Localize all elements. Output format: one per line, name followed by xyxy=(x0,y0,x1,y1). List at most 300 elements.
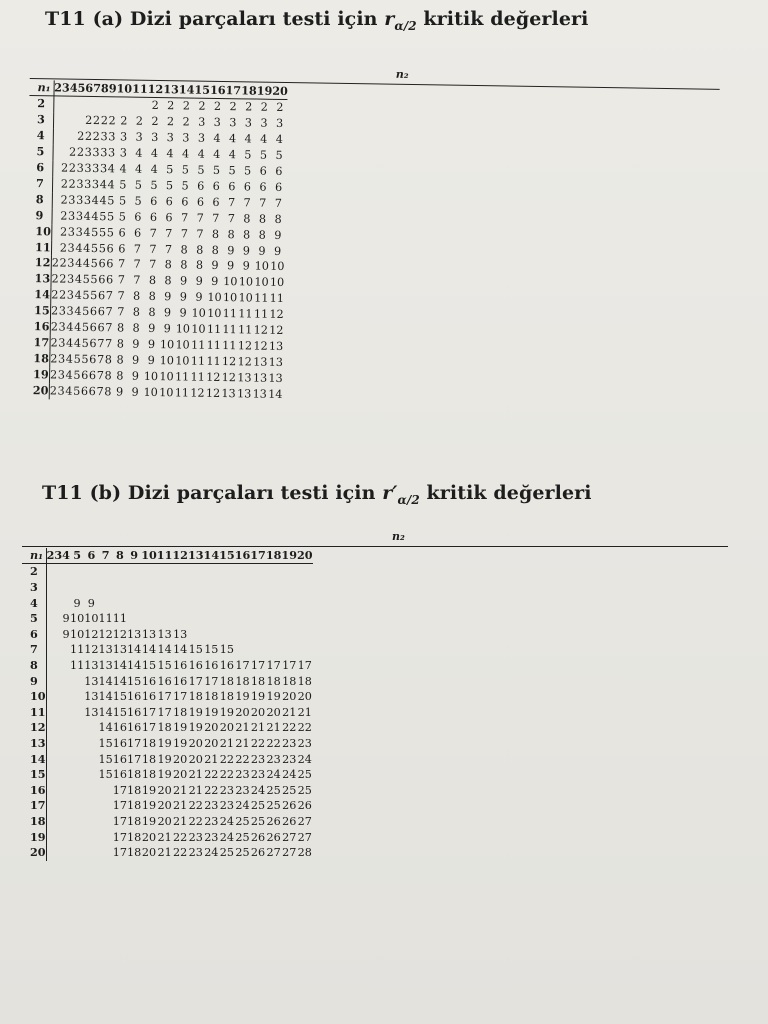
table_b-row-label: 14 xyxy=(22,752,46,768)
table_b-cell xyxy=(54,564,62,580)
table_b-cell: 21 xyxy=(157,846,172,860)
table_a-cell: 6 xyxy=(165,194,173,209)
table_a-cell: 6 xyxy=(98,257,106,271)
table_b-cell xyxy=(46,720,54,736)
table_a-cell: 3 xyxy=(57,384,65,398)
table_b-cell xyxy=(54,689,62,705)
table_b-column-header: 19 xyxy=(281,548,297,562)
table_a-row-label: 13 xyxy=(26,271,50,287)
table_b-cell: 17 xyxy=(282,658,297,672)
table_a-row-label: 4 xyxy=(29,128,53,144)
table_a-cell: 2 xyxy=(276,101,284,115)
table_a-row-label: 19 xyxy=(25,367,49,383)
table_a-cell: 4 xyxy=(197,147,205,161)
table_b-cell xyxy=(62,814,70,830)
table_b-cell xyxy=(250,596,266,612)
table_b-cell xyxy=(46,658,54,674)
table_a-cell: 7 xyxy=(96,352,105,367)
table_b-cell: 21 xyxy=(250,721,266,735)
table_b-cell xyxy=(235,642,251,658)
table_a-row-label: 7 xyxy=(28,176,52,192)
table_b-cell xyxy=(141,611,157,627)
table_a-cell: 10 xyxy=(191,306,206,320)
table_b-cell: 16 xyxy=(188,658,203,672)
table_b-cell xyxy=(188,564,204,580)
table_b-cell: 13 xyxy=(98,658,113,672)
table_b-cell: 15 xyxy=(219,643,235,657)
table_b-cell xyxy=(54,845,62,861)
table_a-column-header: 8 xyxy=(100,81,109,96)
table_a-cell: 2 xyxy=(76,145,85,159)
table_b-cell xyxy=(281,596,297,612)
table_b-cell: 18 xyxy=(157,721,172,735)
table_b-cell xyxy=(297,596,313,612)
table_b-cell: 25 xyxy=(219,846,235,860)
table_b-cell xyxy=(46,689,54,705)
table_b-cell xyxy=(62,767,70,783)
table_b-cell xyxy=(62,720,70,736)
table_a-cell: 9 xyxy=(164,290,172,304)
table_b-cell: 20 xyxy=(173,752,188,766)
table_b-cell: 17 xyxy=(188,674,203,688)
table_b-cell: 16 xyxy=(141,674,157,688)
table_b-cell: 20 xyxy=(204,721,219,735)
table_b-cell: 22 xyxy=(219,768,235,782)
table_b-cell: 26 xyxy=(266,814,281,828)
table_a-cell: 2 xyxy=(135,114,144,129)
table_b-cell: 14 xyxy=(98,674,113,688)
table_b-cell xyxy=(204,596,220,612)
table_b-cell: 20 xyxy=(297,690,312,704)
table_a-cell: 3 xyxy=(135,130,143,144)
table_b-cell: 20 xyxy=(173,768,188,782)
table_b-cell: 22 xyxy=(250,736,266,750)
table_a-cell: 4 xyxy=(213,132,221,146)
table_b-cell xyxy=(297,580,313,596)
table_a-cell: 10 xyxy=(159,353,175,368)
table_b-cell xyxy=(281,564,297,580)
table_a-column-header: 7 xyxy=(93,80,102,96)
table_b-cell: 19 xyxy=(141,799,157,813)
table_a-cell: 5 xyxy=(244,164,252,178)
table_b-row-label: 4 xyxy=(22,596,46,612)
table_a-cell: 3 xyxy=(75,209,84,223)
table_a-cell: 4 xyxy=(260,132,268,146)
table_a-cell: 9 xyxy=(211,259,219,273)
table_b-cell: 25 xyxy=(235,830,250,844)
table_b-column-header: 16 xyxy=(234,548,251,562)
table_a-cell: 3 xyxy=(119,130,128,144)
table_b-cell: 23 xyxy=(219,783,235,797)
table_a-cell: 6 xyxy=(149,210,158,224)
table_b-cell: 14 xyxy=(126,643,142,657)
table_a-cell: 4 xyxy=(135,146,143,160)
table_b-row-label: 11 xyxy=(22,705,46,721)
table_b-cell: 19 xyxy=(266,690,281,704)
table_a-cell: 7 xyxy=(164,242,173,256)
table_a-cell: 3 xyxy=(75,225,83,239)
table_b-cell: 19 xyxy=(157,768,172,782)
table_b-cell: 19 xyxy=(141,814,157,828)
table_a-row-label: 14 xyxy=(26,287,50,303)
table_a-cell: 13 xyxy=(237,371,252,385)
table_b-cell: 24 xyxy=(219,814,235,828)
table_b-column-header: 10 xyxy=(141,548,157,562)
table_b-cell xyxy=(172,564,188,580)
table_a-cell: 7 xyxy=(105,321,113,335)
table_b-row xyxy=(22,580,313,596)
table_a-cell: 2 xyxy=(182,99,191,113)
table_a-cell: 5 xyxy=(81,320,90,335)
table_b-cell: 18 xyxy=(126,768,142,782)
table_a-cell: 3 xyxy=(67,225,76,239)
table_a-cell: 9 xyxy=(115,385,124,399)
table_a-cell: 6 xyxy=(181,195,189,209)
table_b-cell: 13 xyxy=(84,690,99,704)
table_b-row-label: 20 xyxy=(22,845,46,861)
table_b-cell xyxy=(54,767,62,783)
table_a-cell: 6 xyxy=(150,194,158,208)
table_b-cell: 23 xyxy=(282,736,297,750)
table_b-cell: 26 xyxy=(297,799,312,813)
table_a-cell: 2 xyxy=(213,100,222,114)
table_a-cell: 11 xyxy=(190,370,205,384)
table_a-cell: 9 xyxy=(195,290,203,305)
table_a-cell: 5 xyxy=(181,163,190,177)
table_a-cell: 3 xyxy=(58,304,67,318)
table_b-cell: 18 xyxy=(188,690,203,704)
table_a-cell: 2 xyxy=(49,368,58,382)
table_a-cell: 7 xyxy=(274,196,282,210)
table_a-cell: 8 xyxy=(148,290,156,304)
table_a-column-header: 4 xyxy=(69,80,78,95)
table_a-cell: 3 xyxy=(76,177,84,191)
table_a-cell: 7 xyxy=(117,305,125,319)
table_b-cell xyxy=(219,627,235,643)
table_b-cell: 23 xyxy=(250,768,266,782)
table_a-cell: 6 xyxy=(80,384,89,398)
table_b-cell xyxy=(62,783,70,799)
table_a-cell: 2 xyxy=(260,101,268,115)
table_b-cell: 21 xyxy=(173,799,188,813)
table_b-row xyxy=(22,798,313,814)
table_a-cell: 2 xyxy=(51,256,59,270)
table_a-cell: 5 xyxy=(98,225,107,239)
table_a-cell: 5 xyxy=(107,194,115,208)
table_a-cell: 5 xyxy=(197,163,205,177)
table_b-cell: 17 xyxy=(112,830,127,844)
table_a-cell: 2 xyxy=(198,100,206,114)
table_a-cell: 6 xyxy=(197,179,205,193)
table_a-cell: 7 xyxy=(227,211,236,225)
table_a-cell: 7 xyxy=(105,289,114,303)
table_a-cell: 11 xyxy=(174,370,190,384)
table_b-cell: 23 xyxy=(250,752,266,766)
table_b-cell: 12 xyxy=(98,627,113,641)
table_b-cell: 17 xyxy=(112,846,127,860)
table_b-cell xyxy=(62,845,70,861)
table_b-cell: 27 xyxy=(297,814,312,828)
table_a-cell: 11 xyxy=(206,354,221,368)
table_a-cell: 5 xyxy=(134,178,143,192)
table_a-cell: 6 xyxy=(118,226,126,240)
table_a-cell: 8 xyxy=(243,228,251,242)
table_b-cell: 18 xyxy=(126,814,142,828)
table_b-cell xyxy=(157,564,173,580)
table_b-cell: 14 xyxy=(98,705,113,719)
table_a-cell xyxy=(53,96,62,113)
table_a-cell: 2 xyxy=(68,177,76,191)
table_b-cell: 11 xyxy=(69,658,85,672)
table_a-cell: 8 xyxy=(164,274,172,288)
table_b-column-header: 12 xyxy=(172,548,188,562)
table_a-cell: 3 xyxy=(66,304,74,318)
table_b-cell xyxy=(113,580,127,596)
table_a-cell: 3 xyxy=(260,116,268,131)
table_b-cell xyxy=(98,845,112,861)
table_a-cell: 3 xyxy=(58,336,66,350)
table_b-row-label: 10 xyxy=(22,689,46,705)
table_a-cell: 2 xyxy=(92,130,100,144)
table_a-cell: 3 xyxy=(92,146,100,160)
table_b-cell: 25 xyxy=(282,783,297,797)
table_a-cell: 7 xyxy=(105,305,113,319)
table_b-column-header: 3 xyxy=(54,548,63,562)
table_a-cell: 5 xyxy=(212,163,221,178)
table_b-cell xyxy=(70,830,84,846)
table_b-cell xyxy=(62,705,70,721)
table_a-column-header: 19 xyxy=(256,83,273,98)
table_a-cell: 6 xyxy=(89,321,97,335)
table_b-cell: 20 xyxy=(157,814,172,828)
table_b-cell: 23 xyxy=(266,752,281,766)
table_b-row xyxy=(22,642,313,658)
table_a-cell: 4 xyxy=(228,148,237,162)
table_b-cell: 18 xyxy=(219,674,235,688)
table_b-row-label: 18 xyxy=(22,814,46,830)
table_a-cell: 5 xyxy=(165,179,174,193)
table_a-cell: 7 xyxy=(117,273,125,287)
table_a-cell: 3 xyxy=(68,193,76,207)
table_a-cell: 8 xyxy=(104,369,112,383)
table_b-cell: 12 xyxy=(84,643,99,657)
table_a-cell: 8 xyxy=(211,227,220,241)
table_a-cell: 12 xyxy=(253,323,268,337)
table_b-cell: 20 xyxy=(250,705,266,719)
table_b-cell: 18 xyxy=(126,799,142,813)
table_a-cell: 3 xyxy=(91,177,100,192)
table_b-cell xyxy=(188,580,204,596)
table_b-cell xyxy=(297,627,313,643)
table_a-cell: 6 xyxy=(165,210,173,225)
table_a-cell: 6 xyxy=(196,195,205,209)
table_b-cell xyxy=(204,564,220,580)
table_a-cell: 10 xyxy=(143,369,159,383)
table_a-cell: 8 xyxy=(180,242,188,257)
table_b-cell: 20 xyxy=(157,799,172,813)
table_b-cell: 17 xyxy=(112,799,127,813)
table_b-cell: 23 xyxy=(235,783,250,797)
table_a-cell: 10 xyxy=(159,338,175,352)
table_a-cell: 7 xyxy=(133,242,142,256)
table_a-cell: 7 xyxy=(117,257,126,271)
table_b-cell xyxy=(188,627,204,643)
table_b-cell: 18 xyxy=(141,736,157,750)
table_a-cell: 4 xyxy=(74,320,82,334)
table_a-cell: 4 xyxy=(275,133,283,147)
table_a-cell: 7 xyxy=(196,211,204,225)
table_a-cell: 6 xyxy=(97,321,105,335)
table_b-cell: 19 xyxy=(157,752,172,766)
table_a-cell: 2 xyxy=(59,225,68,239)
table_a-cell: 9 xyxy=(211,275,219,289)
table_b-cell: 11 xyxy=(69,643,85,657)
table_b-cell: 25 xyxy=(266,799,281,813)
table_a-cell: 6 xyxy=(88,368,97,382)
table_a-cell xyxy=(53,144,62,160)
table_b-cell: 21 xyxy=(282,705,297,719)
table_b-cell: 13 xyxy=(98,643,113,657)
table_b-cell: 17 xyxy=(141,705,157,719)
table_a-cell: 2 xyxy=(151,115,159,129)
table_b-row-label: 17 xyxy=(22,798,46,814)
table_a-cell: 7 xyxy=(117,289,125,303)
table_a-cell: 13 xyxy=(252,371,268,385)
table_b-cell xyxy=(127,564,141,580)
table_b-cell: 17 xyxy=(157,690,172,704)
table_b-cell: 15 xyxy=(98,736,113,750)
table_b-column-header: 15 xyxy=(219,548,235,562)
table_a-cell: 3 xyxy=(67,209,76,223)
table_a-cell: 3 xyxy=(119,146,127,160)
table_a-cell: 7 xyxy=(227,195,236,210)
table_a-cell: 9 xyxy=(148,321,156,336)
table_b-cell xyxy=(127,611,141,627)
table_b-cell xyxy=(46,845,54,861)
table_b-cell: 21 xyxy=(204,752,219,766)
table_b-cell: 20 xyxy=(219,721,235,735)
table_b-cell: 14 xyxy=(98,690,113,704)
table_a-cell: 9 xyxy=(273,244,282,258)
table_b-row xyxy=(22,596,313,612)
table_a-cell: 4 xyxy=(99,193,107,208)
table_b-row xyxy=(22,752,313,768)
table_b-cell: 13 xyxy=(173,627,188,641)
table_b-cell xyxy=(62,596,70,612)
table_a-cell: 5 xyxy=(90,289,98,303)
table_a-cell: 4 xyxy=(74,304,82,319)
table_a-cell: 5 xyxy=(90,257,98,271)
table_b-cell: 19 xyxy=(204,705,219,719)
table_b-cell xyxy=(46,642,54,658)
table_a-cell: 4 xyxy=(91,209,99,223)
table_a-cell: 8 xyxy=(132,321,140,335)
table_a-cell: 3 xyxy=(107,146,116,160)
table_a-cell: 2 xyxy=(60,193,68,207)
table-b-grid xyxy=(22,548,313,861)
table_b-cell xyxy=(84,720,98,736)
table_a-cell: 2 xyxy=(58,288,67,302)
table_b-cell: 9 xyxy=(62,612,70,626)
table_a-cell: 12 xyxy=(221,354,237,369)
table_b-cell: 16 xyxy=(173,658,188,672)
table_a-cell xyxy=(53,129,62,145)
table_b-cell: 13 xyxy=(126,627,142,641)
table_b-cell: 20 xyxy=(141,846,157,860)
table_b-cell xyxy=(172,611,188,627)
table_b-cell: 9 xyxy=(73,596,81,610)
table_b-cell xyxy=(84,798,98,814)
table-a-n2-label: n₂ xyxy=(395,67,409,81)
table_b-cell: 23 xyxy=(297,736,312,750)
table_a-cell: 3 xyxy=(58,320,66,334)
table_b-cell xyxy=(54,658,62,674)
table_b-cell: 13 xyxy=(112,643,127,657)
table_b-row xyxy=(22,814,313,830)
table_a-cell: 3 xyxy=(100,146,108,160)
table_b-column-header: 6 xyxy=(84,548,98,564)
table_b-cell: 22 xyxy=(173,830,188,844)
table_a-cell: 12 xyxy=(205,386,221,400)
table_b-cell: 21 xyxy=(157,830,172,844)
table_a-cell: 7 xyxy=(133,258,141,272)
table_b-cell xyxy=(46,830,54,846)
table_b-cell xyxy=(84,736,98,752)
table_b-cell: 24 xyxy=(219,830,235,844)
table_a-cell: 11 xyxy=(253,307,269,321)
table_a-cell: 10 xyxy=(207,291,222,305)
table_a-cell: 5 xyxy=(119,178,127,192)
table_a-cell: 8 xyxy=(196,243,204,257)
table_b-cell xyxy=(250,611,266,627)
table_a-cell: 3 xyxy=(84,161,92,176)
table_b-cell: 14 xyxy=(157,643,172,657)
table_b-cell xyxy=(219,611,235,627)
table_b-row xyxy=(22,705,313,721)
table_a-cell: 11 xyxy=(254,291,269,306)
table_b-cell: 22 xyxy=(173,846,188,860)
table_a-cell xyxy=(51,224,60,240)
table_a-cell: 9 xyxy=(132,337,140,351)
table_b-cell: 25 xyxy=(266,783,281,797)
table_b-row-label: 9 xyxy=(22,674,46,690)
table_a-cell: 11 xyxy=(190,338,206,352)
table_b-cell: 26 xyxy=(250,846,266,860)
table_b-cell: 24 xyxy=(297,752,312,766)
table_b-cell xyxy=(235,611,251,627)
table_b-cell xyxy=(62,580,70,596)
table_b-cell: 25 xyxy=(297,768,312,782)
table_a-cell: 5 xyxy=(106,209,115,224)
table_a-cell: 4 xyxy=(228,132,237,146)
table_b-cell: 18 xyxy=(126,846,142,860)
table_b-cell: 20 xyxy=(282,690,297,704)
table_b-cell xyxy=(54,814,62,830)
table_a-cell: 5 xyxy=(244,148,252,162)
table_b-cell xyxy=(157,611,173,627)
table_b-cell xyxy=(266,611,282,627)
table_b-cell: 19 xyxy=(141,783,157,797)
table_a-cell: 4 xyxy=(166,147,174,161)
table_a-cell: 4 xyxy=(75,241,83,255)
table_b-cell: 17 xyxy=(235,658,250,672)
table_b-column-header: 8 xyxy=(113,548,127,564)
table_b-cell: 10 xyxy=(69,627,85,641)
table_a-cell: 9 xyxy=(274,228,282,242)
table_a-cell: 7 xyxy=(104,337,113,351)
table_b-cell: 21 xyxy=(235,721,250,735)
table_b-cell xyxy=(54,674,62,690)
